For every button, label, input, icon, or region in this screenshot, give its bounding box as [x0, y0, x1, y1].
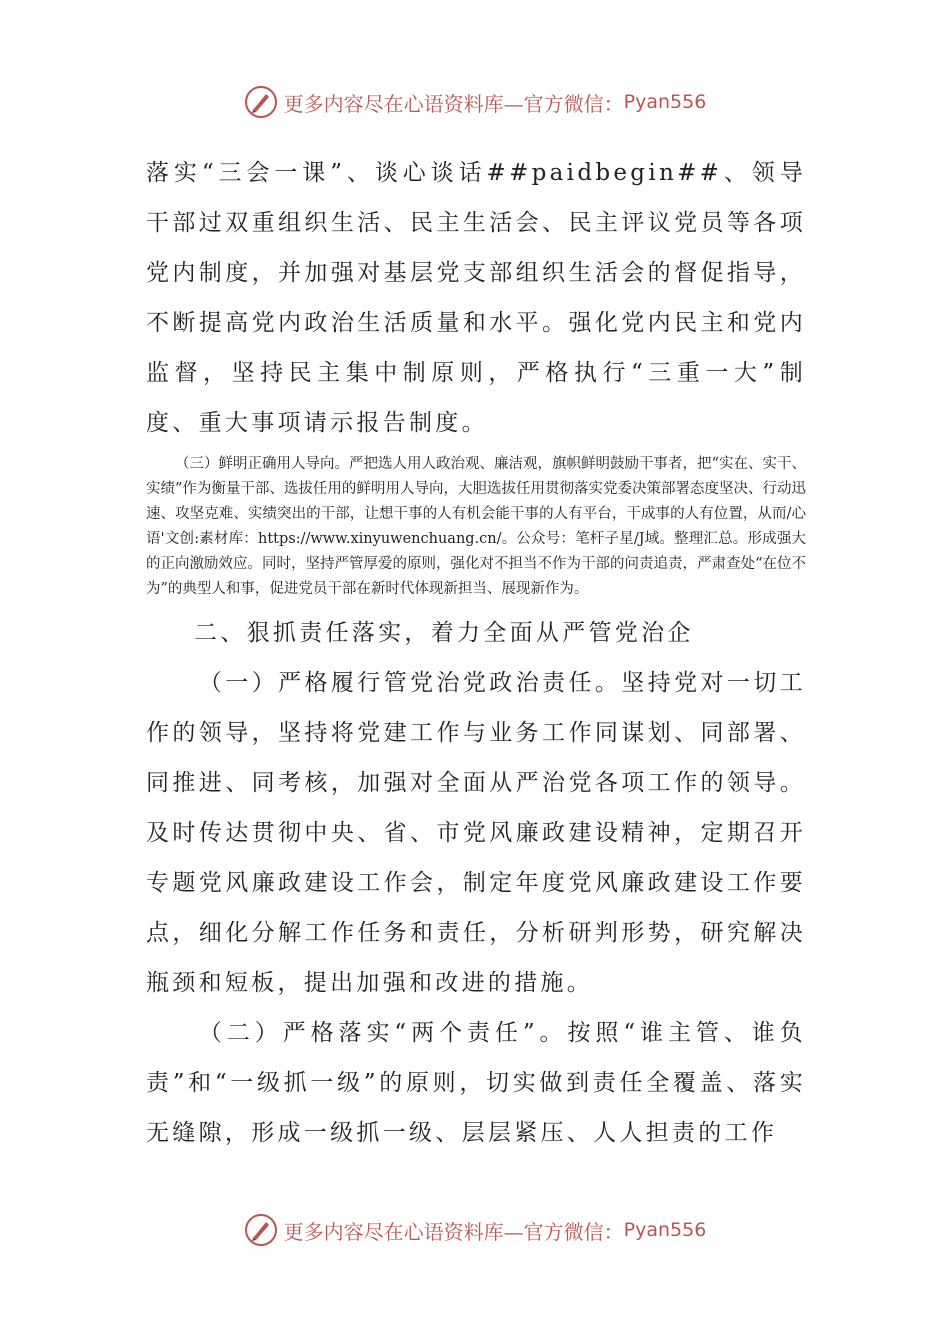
pen-logo-icon	[244, 85, 278, 119]
section-heading: 二、狠抓责任落实，着力全面从严管党治企	[194, 620, 694, 646]
banner-text: 更多内容尽在心语资料库—官方微信：	[283, 91, 624, 116]
banner-handle: Pyan556	[623, 91, 707, 113]
pen-logo-icon	[244, 1213, 278, 1247]
banner-text: 更多内容尽在心语资料库—官方微信：	[283, 1219, 624, 1244]
footer-banner	[0, 1210, 950, 1250]
paragraph-1: 落实“三会一课”、谈心谈话##paidbegin##、领导干部过双重组织生活、民主生活会、民主评议党员等各项党内制度，并加强对基层党支部组织生活会的督促指导，不断提高党内政治生活质量和水平。强化党内民主和党内监督，坚持民主集中制原则，严格执行“三重一大”制度、重大事项请示报告制度。	[146, 160, 806, 436]
paragraph-3: （一）严格履行管党治党政治责任。坚持党对一切工作的领导，坚持将党建工作与业务工作同谋划、同部署、同推进、同考核，加强对全面从严治党各项工作的领导。及时传达贯彻中央、省、市党风廉政建设精神，定期召开专题党风廉政建设工作会，制定年度党风廉政建设工作要点，细化分解工作任务和责任，分析研判形势，研究解决瓶颈和短板，提出加强和改进的措施。	[146, 670, 806, 996]
banner-handle: Pyan556	[623, 1219, 707, 1241]
header-banner	[0, 82, 950, 122]
paragraph-2: （三）鲜明正确用人导向。严把选人用人政治观、廉洁观，旗帜鲜明鼓励干事者，把“实在、实干、实绩”作为衡量干部、选拔任用的鲜明用人导向，大胆选拔任用贯彻落实党委决策部署态度坚决、行动迅速、攻坚克难、实绩突出的干部，让想干事的人有机会能干事的人有平台，干成事的人有位置，从而/心语'文创:素材库：https://www.xinyuwenchuang.cn/。公众号：笔杆子星/J域。整理汇总。形成强大的正向激励效应。同时，坚持严管厚爱的原则，强化对不担当不作为干部的问责追责，严肃查处“在位不为”的典型人和事，促进党员干部在新时代体现新担当、展现新作为。	[146, 456, 806, 597]
paragraph-4: （二）严格落实“两个责任”。按照“谁主管、谁负责”和“一级抓一级”的原则，切实做到责任全覆盖、落实无缝隙，形成一级抓一级、层层紧压、人人担责的工作	[146, 1020, 806, 1146]
document-body	[146, 148, 806, 1158]
